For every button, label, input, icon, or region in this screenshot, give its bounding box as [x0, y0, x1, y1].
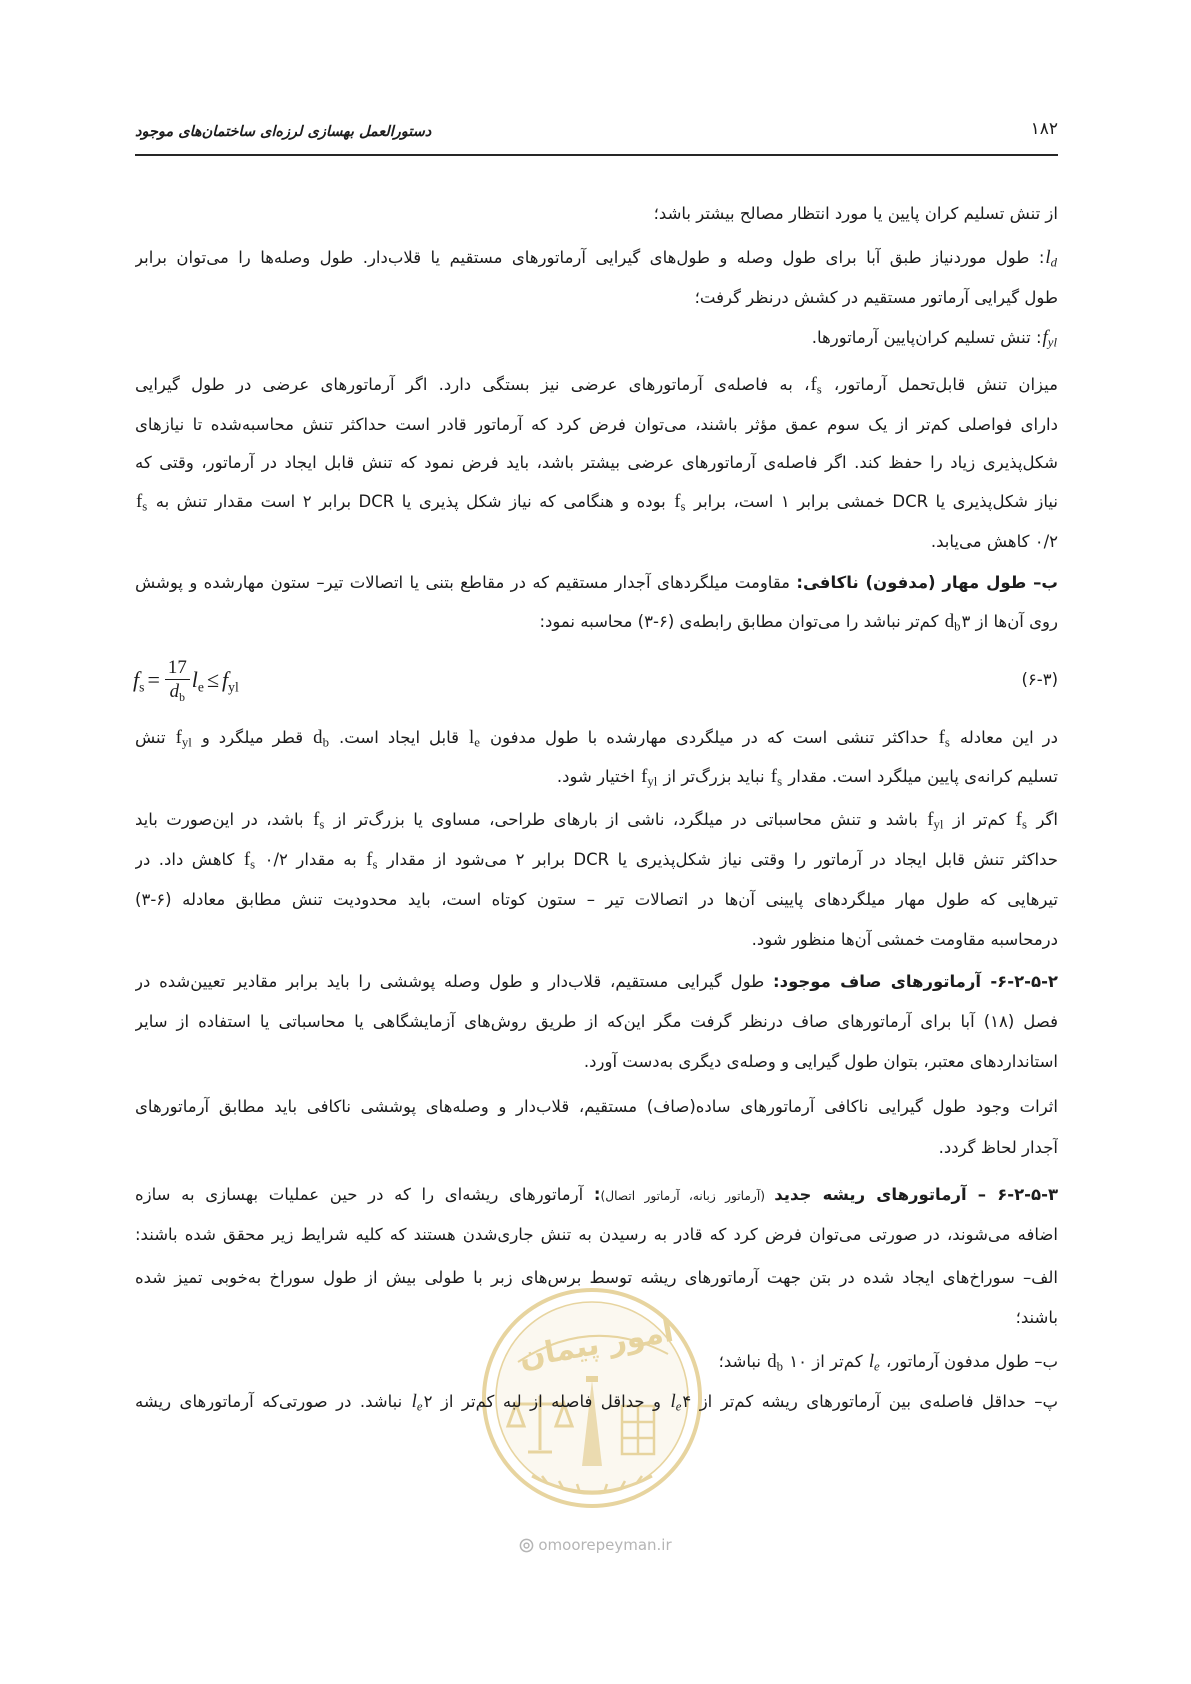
- symbol-base: f: [674, 491, 681, 512]
- symbol-subscript: b: [322, 735, 329, 750]
- symbol-base: d: [313, 727, 323, 748]
- text-run: آجدار لحاظ گردد.: [938, 1138, 1058, 1157]
- text-run: اثرات وجود طول گیرایی ناکافی آرماتورهای ساده(صاف) مستقیم، قلاب‌دار و وصله‌های پوششی ناکافی باید مطابق آرماتورهای: [135, 1097, 1058, 1116]
- text-run: ، به فاصله‌ی آرماتورهای عرضی نیز بستگی دارد. اگر آرماتورهای عرضی در طول گیرایی: [135, 375, 810, 394]
- text-run: طول گیرایی آرماتور مستقیم در کشش درنظر گرفت؛: [694, 288, 1058, 307]
- inline-symbol: [938, 727, 951, 748]
- formula-variable: f: [222, 667, 229, 692]
- formula-subscript: e: [197, 679, 204, 695]
- text-run: اگر: [1028, 810, 1058, 829]
- body-line: [135, 1048, 1058, 1076]
- formula-subscript: b: [179, 690, 185, 704]
- body-line: [135, 569, 1058, 597]
- body-line: [135, 1134, 1058, 1162]
- body-line: [135, 968, 1058, 996]
- text-run: روی آن‌ها از ۳: [961, 612, 1058, 631]
- symbol-subscript: e: [874, 1359, 880, 1374]
- text-run: در این معادله: [950, 728, 1058, 747]
- inline-symbol: [809, 374, 822, 395]
- equation-block: [133, 650, 239, 710]
- body-line: [135, 1093, 1058, 1121]
- text-run: ۰/۲ کاهش می‌یابد.: [930, 532, 1058, 551]
- text-run: و حداقل فاصله از لبه کم‌تر از ۲: [423, 1392, 670, 1411]
- body-line: [135, 1221, 1058, 1249]
- body-line: [135, 1304, 1058, 1332]
- text-run: باشد، در این‌صورت باید: [135, 810, 313, 829]
- text-run: بوده و هنگامی که نیاز شکل پذیری یا DCR برابر ۲ است مقدار تنش به: [148, 492, 674, 511]
- bold-heading-run: ۶-۲-۵-۳ – آرماتورهای ریشه جدید: [774, 1185, 1058, 1204]
- formula-variable: l: [191, 667, 198, 692]
- symbol-base: f: [770, 766, 778, 787]
- text-run: نباشد. در صورتی‌که آرماتورهای ریشه: [135, 1392, 411, 1411]
- symbol-subscript: s: [372, 857, 378, 872]
- bold-heading-run: ب– طول مهار (مدفون) ناکافی:: [796, 573, 1058, 592]
- inline-symbol: [1042, 327, 1058, 348]
- symbol-subscript: yl: [181, 735, 192, 750]
- running-header-title: دستورالعمل بهسازی لرزه‌ای ساختمان‌های موجود: [135, 124, 432, 140]
- text-run: کم‌تر از ۱۰: [784, 1352, 868, 1371]
- site-watermark: [0, 1534, 1191, 1556]
- symbol-subscript: s: [680, 499, 686, 514]
- symbol-subscript: s: [777, 774, 783, 789]
- inline-symbol: [312, 727, 330, 748]
- body-line: [135, 886, 1058, 914]
- text-run: نباشد؛: [718, 1352, 767, 1371]
- symbol-base: f: [313, 809, 320, 830]
- text-run: : تنش تسلیم کران‌پایین آرماتورها.: [811, 328, 1042, 347]
- symbol-base: f: [366, 849, 373, 870]
- inline-symbol: [770, 766, 783, 787]
- inline-symbol: [1015, 809, 1028, 830]
- body-line: [135, 244, 1058, 272]
- body-line: [135, 411, 1058, 439]
- symbol-subscript: s: [250, 857, 256, 872]
- text-run: شکل‌پذیری زیاد را حفظ کند. اگر فاصله‌ی آرماتورهای عرضی بیشتر باشد، باید فرض نمود که تنش قابل ایجاد در آرماتور، وقتی که: [135, 453, 1058, 472]
- symbol-base: l: [1045, 247, 1051, 268]
- text-run: اختیار شود.: [556, 767, 641, 786]
- body-line: [135, 1348, 1058, 1376]
- formula-subscript: s: [139, 679, 145, 695]
- equation-number: (۶-۳): [1021, 670, 1058, 689]
- body-line: [135, 846, 1058, 874]
- text-run: از تنش تسلیم کران پایین یا مورد انتظار مصالح بیشتر باشد؛: [653, 204, 1058, 223]
- text-run: کاهش داد. در: [135, 850, 243, 869]
- text-run: کم‌تر از: [944, 810, 1015, 829]
- body-line: [135, 449, 1058, 477]
- symbol-base: f: [938, 727, 945, 748]
- body-line: [135, 1181, 1058, 1209]
- header-divider: [135, 154, 1058, 156]
- inline-symbol: [468, 727, 481, 748]
- text-run: ب– طول مدفون آرماتور،: [880, 1352, 1058, 1371]
- formula-denominator: [170, 680, 185, 704]
- text-run: به مقدار ۰/۲: [256, 850, 366, 869]
- formula-length-symbol: [192, 667, 204, 693]
- symbol-base: d: [944, 611, 955, 632]
- text-run: طول گیرایی مستقیم، قلاب‌دار و طول وصله پوششی را باید برابر مقادیر تعیین‌شده در: [135, 972, 773, 991]
- formula-lhs-symbol: [133, 667, 144, 693]
- symbol-subscript: s: [319, 817, 325, 832]
- symbol-base: l: [868, 1351, 875, 1372]
- inline-symbol: [926, 809, 944, 830]
- text-run: فصل (۱۸) آبا برای آرماتورهای صاف درنظر گرفت مگر این‌که از طریق روش‌های آزمایشگاهی یا محاسباتی یا استفاده از سایر: [135, 1012, 1058, 1031]
- formula-leq-sign: ≤: [206, 667, 220, 692]
- text-run: نباید بزرگ‌تر از: [658, 767, 770, 786]
- text-run: تسلیم کرانه‌ی پایین میلگرد است. مقدار: [783, 767, 1058, 786]
- text-run: نیاز شکل‌پذیری یا DCR خمشی برابر ۱ است، برابر: [686, 492, 1058, 511]
- symbol-subscript: yl: [933, 817, 944, 832]
- text-run: تنش: [135, 728, 175, 747]
- text-run: تیرهایی که طول مهار میلگردهای پایینی آن‌ها در اتصالات تیر – ستون کوتاه است، باید محدودیت تنش مطابق معادله (۶-۳): [135, 890, 1058, 909]
- body-line: [135, 724, 1058, 752]
- body-line: [135, 488, 1058, 516]
- site-icon: [519, 1538, 534, 1553]
- symbol-subscript: e: [474, 735, 480, 750]
- symbol-base: f: [136, 491, 143, 512]
- site-url: omoorepeyman.ir: [538, 1536, 672, 1554]
- symbol-subscript: s: [1022, 817, 1028, 832]
- formula-rhs-symbol: [222, 667, 239, 693]
- text-run: میزان تنش قابل‌تحمل آرماتور،: [822, 375, 1058, 394]
- body-line: [135, 763, 1058, 791]
- text-run: استانداردهای معتبر، بتوان طول گیرایی و وصله‌ی دیگری به‌دست آورد.: [583, 1052, 1058, 1071]
- symbol-subscript: b: [776, 1359, 783, 1374]
- symbol-base: f: [641, 766, 648, 787]
- text-run: حداکثر تنشی است که در میلگردی مهارشده با طول مدفون: [480, 728, 938, 747]
- inline-symbol: [1044, 247, 1058, 268]
- symbol-subscript: d: [1050, 255, 1057, 270]
- text-run: قابل ایجاد است.: [329, 728, 469, 747]
- symbol-base: f: [927, 809, 934, 830]
- symbol-base: l: [469, 727, 475, 748]
- body-line: [135, 200, 1058, 228]
- inline-symbol: [135, 491, 148, 512]
- symbol-subscript: b: [954, 619, 961, 634]
- inline-symbol: [673, 491, 686, 512]
- body-line: [135, 371, 1058, 399]
- text-run: باشند؛: [1015, 1308, 1058, 1327]
- parenthetical-note-run: (آرماتور زبانه، آرماتور اتصال): [600, 1189, 775, 1203]
- symbol-base: f: [1015, 809, 1023, 830]
- inline-symbol: [944, 611, 962, 632]
- text-run: حداکثر تنش قابل ایجاد در آرماتور را وقتی نیاز شکل‌پذیری یا DCR برابر ۲ می‌شود از مقدار: [378, 850, 1058, 869]
- text-run: کم‌تر نباشد را می‌توان مطابق رابطه‌ی (۶-۳) محاسبه نمود:: [539, 612, 944, 631]
- body-line: [135, 608, 1058, 636]
- formula-variable: d: [169, 680, 180, 702]
- body-line: [135, 1388, 1058, 1416]
- symbol-base: l: [670, 1391, 676, 1412]
- page-number: ۱۸۲: [1030, 119, 1058, 139]
- text-run: دارای فواصلی کم‌تر از یک سوم عمق مؤثر باشند، می‌توان فرض کرد که آرماتور قادر است حداکثر تنش محاسبه‌شده تا نیازهای: [135, 415, 1058, 434]
- text-run: درمحاسبه مقاومت خمشی آن‌ها منظور شود.: [751, 930, 1058, 949]
- symbol-base: f: [1042, 327, 1048, 348]
- inline-symbol: [868, 1351, 881, 1372]
- text-run: الف– سوراخ‌های ایجاد شده در بتن جهت آرماتورهای ریشه توسط برس‌های زبر با طولی بیش از طول سوراخ به‌خوبی تمیز شده: [135, 1268, 1058, 1287]
- symbol-base: f: [175, 727, 182, 748]
- formula-equals-sign: =: [147, 667, 160, 692]
- seal-lettering: امور پیمان: [516, 1313, 677, 1376]
- inline-symbol: [669, 1391, 682, 1412]
- formula-numerator: 17: [165, 657, 190, 680]
- symbol-subscript: e: [416, 1399, 423, 1414]
- bold-heading-run: :: [593, 1185, 601, 1204]
- text-run: مقاومت میلگردهای آجدار مستقیم که در مقاطع بتنی یا اتصالات تیر– ستون مهارشده و پوشش: [135, 573, 797, 592]
- body-line: [135, 528, 1058, 556]
- bold-heading-run: ۶-۲-۵-۲- آرماتورهای صاف موجود:: [773, 972, 1058, 991]
- symbol-subscript: e: [675, 1399, 682, 1414]
- inline-symbol: [175, 727, 193, 748]
- inline-symbol: [640, 766, 658, 787]
- symbol-subscript: s: [142, 499, 148, 514]
- formula-subscript: yl: [228, 679, 239, 695]
- symbol-base: f: [810, 374, 817, 395]
- text-run: پ– حداقل فاصله‌ی بین آرماتورهای ریشه کم‌تر از ۴: [682, 1392, 1058, 1411]
- inline-symbol: [312, 809, 325, 830]
- symbol-subscript: s: [816, 382, 822, 397]
- text-run: : طول موردنیاز طبق آبا برای طول وصله و طول‌های گیرایی آرماتورهای مستقیم یا قلاب‌دار. طول وصله‌ها را می‌توان برابر: [135, 248, 1045, 267]
- body-line: [135, 324, 1058, 352]
- formula-fraction: [165, 657, 190, 703]
- inline-symbol: [365, 849, 378, 870]
- body-line: [135, 806, 1058, 834]
- text-run: قطر میلگرد و: [192, 728, 313, 747]
- symbol-subscript: yl: [647, 774, 658, 789]
- body-line: [135, 926, 1058, 954]
- text-run: باشد و تنش محاسباتی در میلگرد، ناشی از بارهای طراحی، مساوی یا بزرگ‌تر از: [325, 810, 927, 829]
- inline-symbol: [766, 1351, 784, 1372]
- body-line: [135, 284, 1058, 312]
- text-run: آرماتورهای ریشه‌ای را که در حین عملیات بهسازی به سازه: [135, 1185, 594, 1204]
- symbol-subscript: s: [944, 735, 950, 750]
- body-line: [135, 1008, 1058, 1036]
- inline-symbol: [411, 1391, 424, 1412]
- body-line: [135, 1264, 1058, 1292]
- inline-symbol: [243, 849, 256, 870]
- symbol-base: f: [243, 849, 251, 870]
- symbol-base: l: [411, 1391, 417, 1412]
- symbol-base: d: [767, 1351, 777, 1372]
- formula-variable: f: [133, 667, 140, 692]
- symbol-subscript: yl: [1047, 335, 1057, 350]
- text-run: اضافه می‌شوند، در صورتی می‌توان فرض کرد که قادر به رسیدن به تنش جاری‌شدن هستند که کلیه شرایط زیر محقق شده باشند:: [135, 1225, 1058, 1244]
